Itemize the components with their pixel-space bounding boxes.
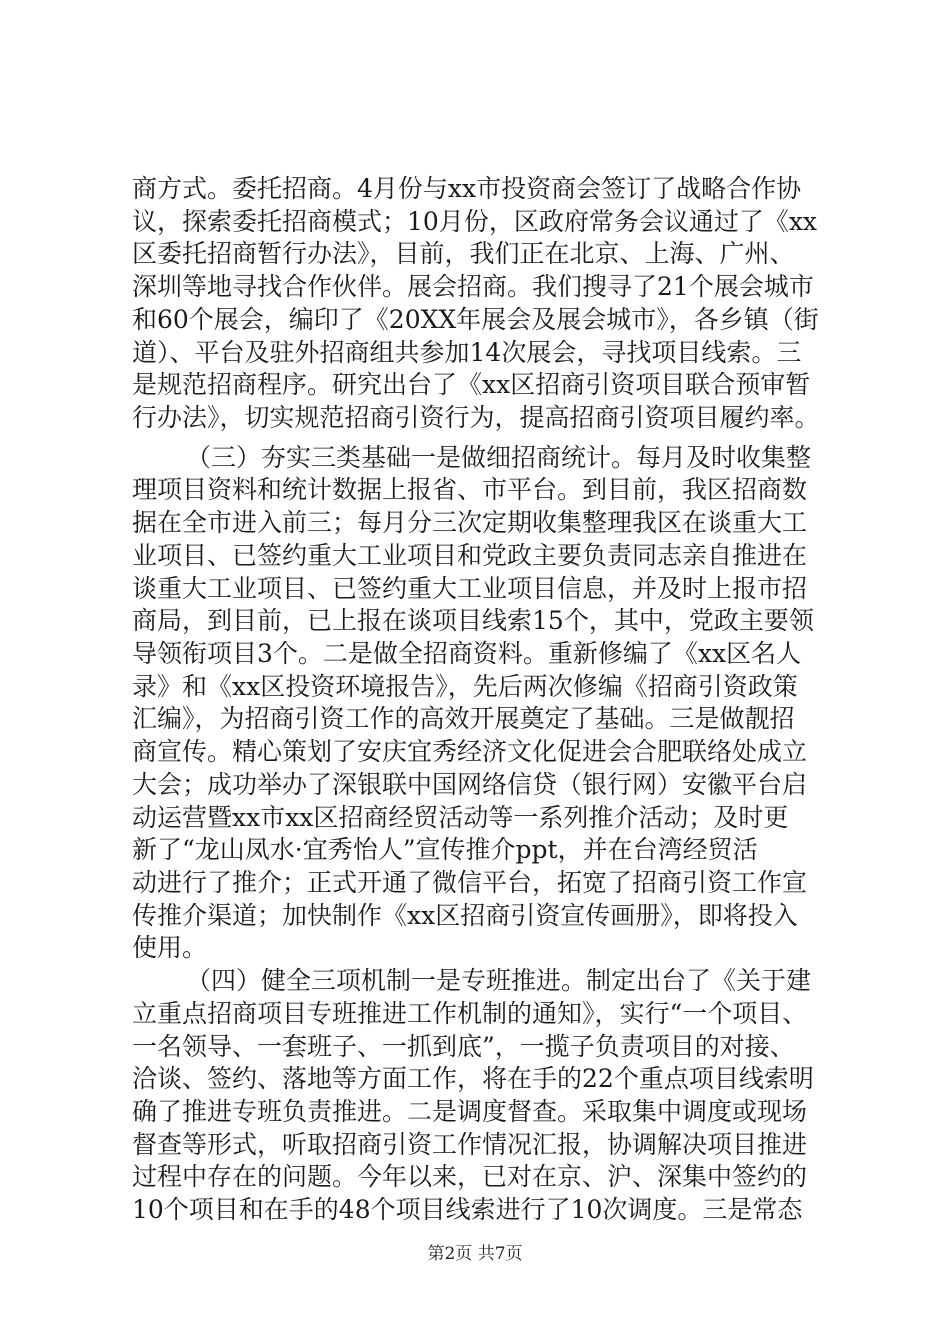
text-line: 大会；成功举办了深银联中国网络信贷（银行网）安徽平台启 (132, 769, 808, 799)
text-line: （三）夯实三类基础一是做细招商统计。每月及时收集整 (186, 442, 812, 472)
text-line: 督查等形式，听取招商引资工作情况汇报，协调解决项目推进 (132, 1129, 808, 1159)
text-line: 商局，到目前，已上报在谈项目线索15个，其中，党政主要领 (132, 606, 814, 636)
text-line: 动运营暨xx市xx区招商经贸活动等一系列推介活动；及时更 (132, 802, 789, 832)
text-line: 导领衔项目3个。二是做全招商资料。重新修编了《xx区名人 (132, 638, 802, 668)
text-line: 深圳等地寻找合作伙伴。展会招商。我们搜寻了21个展会城市 (132, 272, 814, 302)
text-line: 和60个展会，编印了《20XX年展会及展会城市》，各乡镇（街 (132, 304, 819, 334)
text-line: 议，探索委托招商模式；10月份，区政府常务会议通过了《xx (132, 206, 818, 236)
text-line: 动进行了推介；正式开通了微信平台，拓宽了招商引资工作宣 (132, 867, 808, 897)
text-line: 汇编》，为招商引资工作的高效开展奠定了基础。三是做靓招 (132, 704, 795, 734)
text-line: 谈重大工业项目、已签约重大工业项目信息，并及时上报市招 (132, 573, 808, 603)
text-line: 理项目资料和统计数据上报省、市平台。到目前，我区招商数 (132, 475, 808, 505)
text-line: 行办法》，切实规范招商引资行为，提高招商引资项目履约率。 (132, 403, 820, 432)
page-number-footer: 第2页 共7页 (427, 1244, 523, 1264)
text-line: （四）健全三项机制一是专班推进。制定出台了《关于建 (186, 966, 812, 995)
text-line: 是规范招商程序。研究出台了《xx区招商引资项目联合预审暂 (132, 370, 811, 400)
text-line: 商方式。委托招商。4月份与xx市投资商会签订了战略合作协 (132, 174, 802, 203)
text-line: 一名领导、一套班子、一抓到底”，一揽子负责项目的对接、 (132, 1031, 795, 1061)
text-line: 区委托招商暂行办法》，目前，我们正在北京、上海、广州、 (132, 239, 795, 269)
text-line: 业项目、已签约重大工业项目和党政主要负责同志亲自推进在 (132, 540, 808, 570)
text-line: 新了“龙山凤水·宜秀怡人”宣传推介ppt，并在台湾经贸活 (132, 835, 758, 865)
text-line: 据在全市进入前三；每月分三次定期收集整理我区在谈重大工 (132, 508, 808, 538)
text-line: 商宣传。精心策划了安庆宜秀经济文化促进会合肥联络处成立 (132, 737, 808, 767)
text-line: 传推介渠道；加快制作《xx区招商引资宣传画册》，即将投入 (132, 900, 798, 930)
text-line: 过程中存在的问题。今年以来，已对在京、沪、深集中签约的 (132, 1162, 808, 1192)
text-line: 立重点招商项目专班推进工作机制的通知》，实行“一个项目、 (132, 998, 808, 1028)
text-line: 道）、平台及驻外招商组共参加14次展会，寻找项目线索。三 (132, 337, 802, 367)
text-line: 确了推进专班负责推进。二是调度督查。采取集中调度或现场 (132, 1096, 808, 1126)
text-line: 使用。 (132, 933, 208, 963)
text-line: 洽谈、签约、落地等方面工作，将在手的22个重点项目线索明 (132, 1064, 814, 1094)
text-line: 录》和《xx区投资环境报告》，先后两次修编《招商引资政策 (132, 671, 798, 701)
text-line: 10个项目和在手的48个项目线索进行了10次调度。三是常态 (132, 1195, 803, 1224)
